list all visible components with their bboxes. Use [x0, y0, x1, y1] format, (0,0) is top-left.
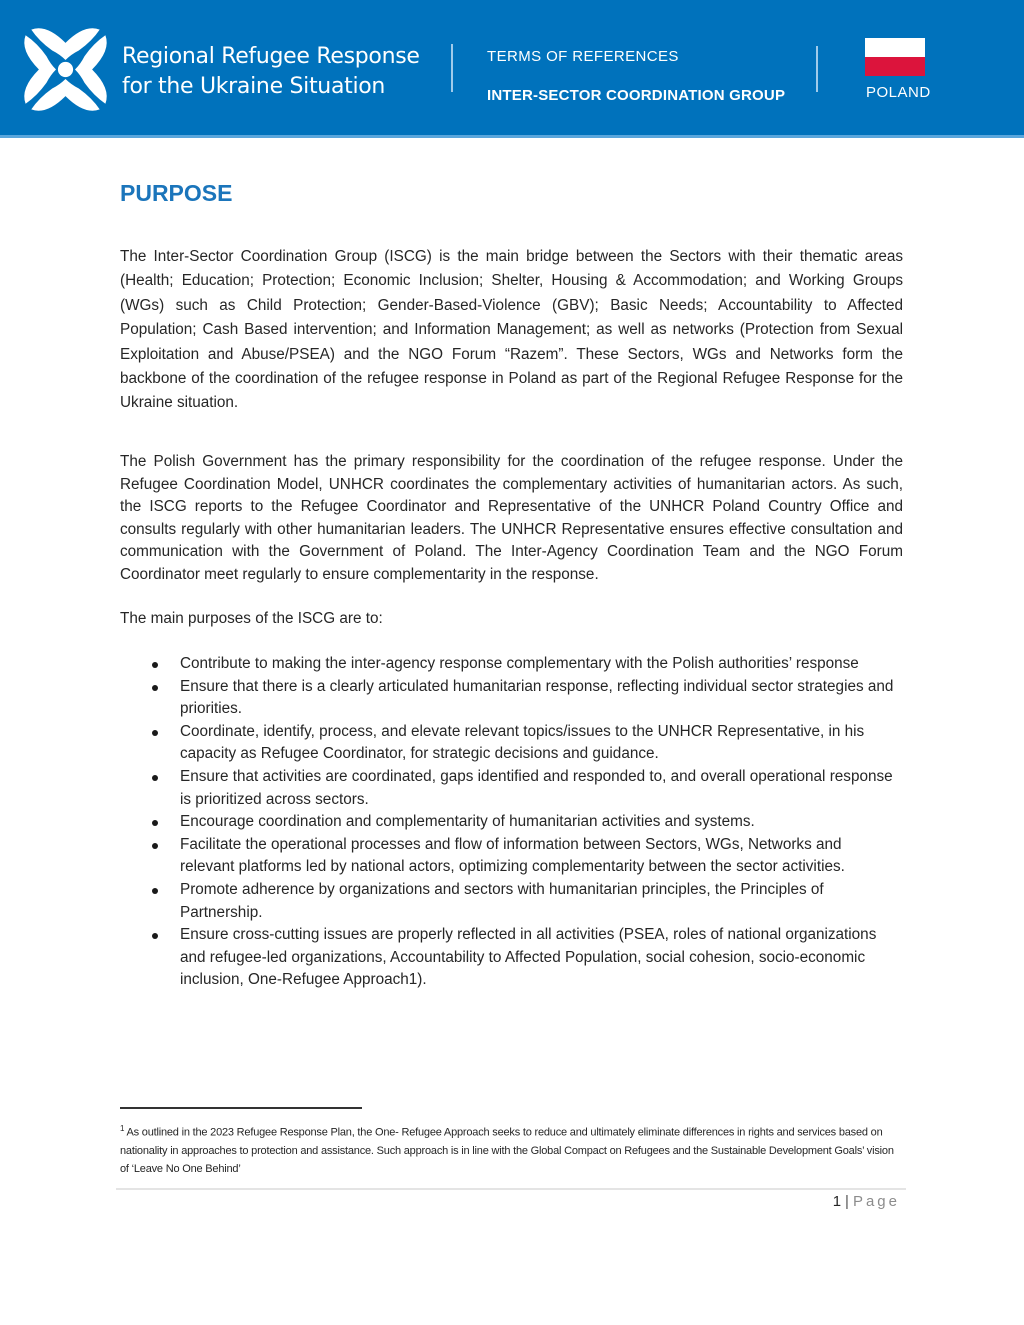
page-label: Page: [852, 1193, 900, 1210]
list-item-text: Contribute to making the inter-agency response complementary with the Polish authorities’ response: [180, 655, 859, 672]
list-item: [120, 721, 910, 766]
bullet-icon: [152, 685, 158, 691]
header-title: [122, 42, 420, 102]
list-item-text: Encourage coordination and complementarity of humanitarian activities and systems.: [180, 813, 755, 831]
footnote: [120, 1120, 905, 1178]
bullet-icon: [152, 662, 158, 668]
list-item-text: Coordinate, identify, process, and elevate relevant topics/issues to the UNHCR Representative, in his capacity as Refugee Coordinator, for strategic decisions and guidance.: [180, 722, 865, 763]
list-item-text: Promote adherence by organizations and sectors with humanitarian principles, the Principles of Partnership.: [180, 880, 824, 921]
bullet-icon: [152, 933, 158, 939]
bullet-icon: [152, 843, 158, 849]
bullet-icon: [152, 888, 158, 894]
list-item: [120, 766, 910, 811]
intro-paragraph: The Inter-Sector Coordination Group (ISCG) is the main bridge between the Sectors with their thematic areas (Health; Education; Protection; Economic Inclusion; Shelter, Housing & Accommodation; and Working Groups (WGs) such as Child Protection; Gender-Based-Violence (GBV); Basic Needs; Accountability to Affected Population; Cash Based intervention; and Information Management; as well as networks (Protection from Sexual Exploitation and Abuse/PSEA) and the NGO Forum “Razem”. These Sectors, WGs and Networks form the backbone of the coordination of the refugee response in Poland as part of the Regional Refugee Response for the Ukraine situation.: [120, 248, 903, 412]
header-divider: [451, 44, 453, 92]
list-item: [120, 811, 910, 834]
group-name-label: INTER-SECTOR COORDINATION GROUP: [487, 87, 786, 104]
page-number-value: 1: [832, 1193, 842, 1210]
section-heading-purpose: PURPOSE: [120, 180, 233, 206]
purposes-lead-in: The main purposes of the ISCG are to:: [120, 610, 383, 627]
footnote-marker: 1: [120, 1124, 125, 1133]
header-title-line2: for the Ukraine Situation: [122, 74, 386, 99]
list-item: [120, 879, 910, 924]
list-item-text: Ensure that there is a clearly articulated humanitarian response, reflecting individual sector strategies and priorities.: [180, 677, 894, 718]
footnote-text: As outlined in the 2023 Refugee Response Plan, the One- Refugee Approach seeks to reduce and ultimately eliminate differences in rights and services based on nationality in approaches to protection and assistance. Such approach is in line with the Global Compact on Refugees and the Sustainable Development Goals’ vision of ‘Leave No One Behind’: [120, 1126, 894, 1175]
list-item: [120, 834, 910, 879]
poland-flag-icon: [865, 38, 925, 76]
document-header-banner: [0, 0, 1024, 138]
country-label: POLAND: [866, 84, 931, 101]
list-item-text: Ensure that activities are coordinated, gaps identified and responded to, and overall operational response is prioritized across sectors.: [180, 767, 893, 808]
document-type-label: TERMS OF REFERENCES: [487, 48, 679, 65]
header-title-line1: Regional Refugee Response: [122, 44, 420, 69]
list-item: [120, 924, 910, 992]
bullet-icon: [152, 730, 158, 736]
footnote-separator: [120, 1107, 362, 1109]
list-item-text: Ensure cross-cutting issues are properly reflected in all activities (PSEA, roles of national organizations and refugee-led organizations, Accountability to Affected Population, social cohesion, socio-economic inclusion, One-Refugee Approach1).: [180, 926, 877, 989]
government-paragraph: The Polish Government has the primary responsibility for the coordination of the refugee response. Under the Refugee Coordination Model, UNHCR coordinates the complementary activities of humanitarian actors. As such, the ISCG reports to the Refugee Coordinator and Representative of the UNHCR Poland Country Office and consults regularly with other humanitarian leaders. The UNHCR Representative ensures effective consultation and communication with the Government of Poland. The Inter-Agency Coordination Team and the NGO Forum Coordinator meet regularly to ensure complementarity in the response.: [120, 453, 903, 583]
list-item: [120, 676, 910, 721]
page-number: [833, 1193, 900, 1210]
list-item-text: Facilitate the operational processes and flow of information between Sectors, WGs, Networks and relevant platforms led by national actors, optimizing complementarity between the sector activities.: [180, 835, 845, 876]
page-number-separator: |: [845, 1193, 849, 1210]
bullet-icon: [152, 775, 158, 781]
header-divider: [816, 46, 818, 92]
regional-refugee-response-logo-icon: [18, 22, 113, 117]
purposes-list: [120, 653, 910, 992]
bullet-icon: [152, 820, 158, 826]
list-item: [120, 653, 910, 676]
footer-divider: [116, 1188, 906, 1190]
